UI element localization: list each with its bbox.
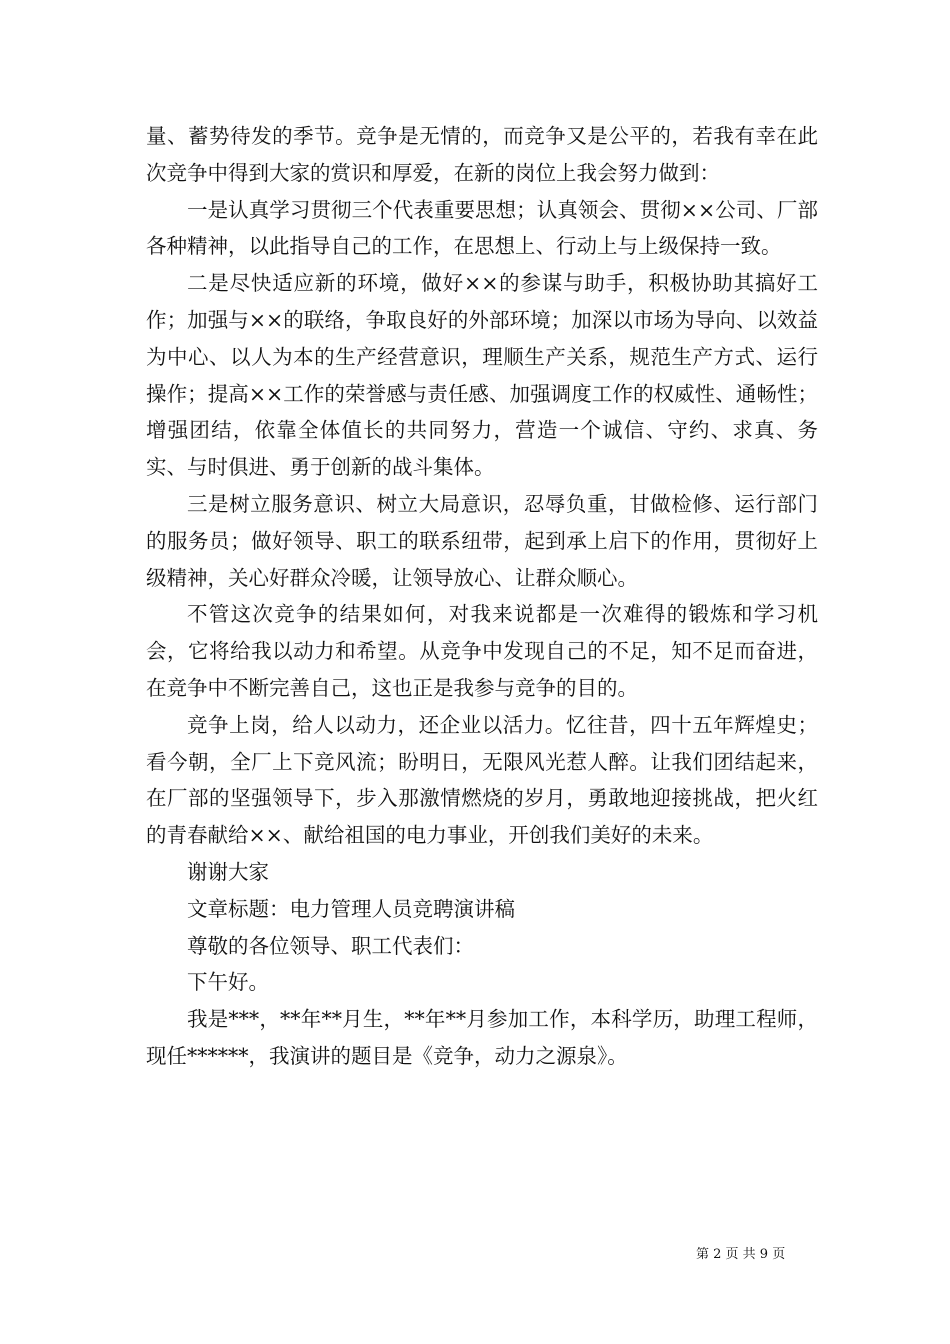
paragraph-thanks: 谢谢大家: [187, 859, 269, 884]
paragraph-outcome: 不管这次竞争的结果如何，对我来说都是一次难得的锻炼和学习机会，它将给我以动力和希望。从竞争中发现自己的不足，知不足而奋进，在竞争中不断完善自己，这也正是我参与竞争的目的。: [146, 602, 818, 700]
paragraph-point-one: 一是认真学习贯彻三个代表重要思想；认真领会、贯彻××公司、厂部各种精神，以此指导自己的工作，在思想上、行动上与上级保持一致。: [146, 197, 818, 259]
document-body: [146, 118, 818, 1075]
paragraph-article-title: 文章标题：电力管理人员竞聘演讲稿: [187, 896, 515, 921]
paragraph-introduction: 我是***，**年**月生，**年**月参加工作，本科学历，助理工程师，现任******，我演讲的题目是《竞争，动力之源泉》。: [146, 1007, 818, 1068]
paragraph-continuation: 量、蓄势待发的季节。竞争是无情的，而竞争又是公平的，若我有幸在此次竞争中得到大家的赏识和厚爱，在新的岗位上我会努力做到：: [146, 124, 818, 185]
page-number: 第 2 页 共 9 页: [696, 1247, 786, 1262]
paragraph-greeting: 下午好。: [187, 970, 269, 995]
paragraph-closing: 竞争上岗，给人以动力，还企业以活力。忆往昔，四十五年辉煌史；看今朝，全厂上下竞风流；盼明日，无限风光惹人醉。让我们团结起来，在厂部的坚强领导下，步入那激情燃烧的岁月，勇敢地迎接挑战，把火红的青春献给××、献给祖国的电力事业，开创我们美好的未来。: [146, 712, 818, 848]
paragraph-salutation: 尊敬的各位领导、职工代表们：: [187, 933, 474, 958]
paragraph-point-two: 二是尽快适应新的环境，做好××的参谋与助手，积极协助其搞好工作；加强与××的联络，争取良好的外部环境；加深以市场为导向、以效益为中心、以人为本的生产经营意识，理顺生产关系，规范生产方式、运行操作；提高××工作的荣誉感与责任感、加强调度工作的权威性、通畅性；增强团结，依靠全体值长的共同努力，营造一个诚信、守约、求真、务实、与时俱进、勇于创新的战斗集体。: [146, 271, 818, 480]
paragraph-point-three: 三是树立服务意识、树立大局意识，忍辱负重，甘做检修、运行部门的服务员；做好领导、职工的联系纽带，起到承上启下的作用，贯彻好上级精神，关心好群众冷暖，让领导放心、让群众顺心。: [146, 491, 818, 590]
